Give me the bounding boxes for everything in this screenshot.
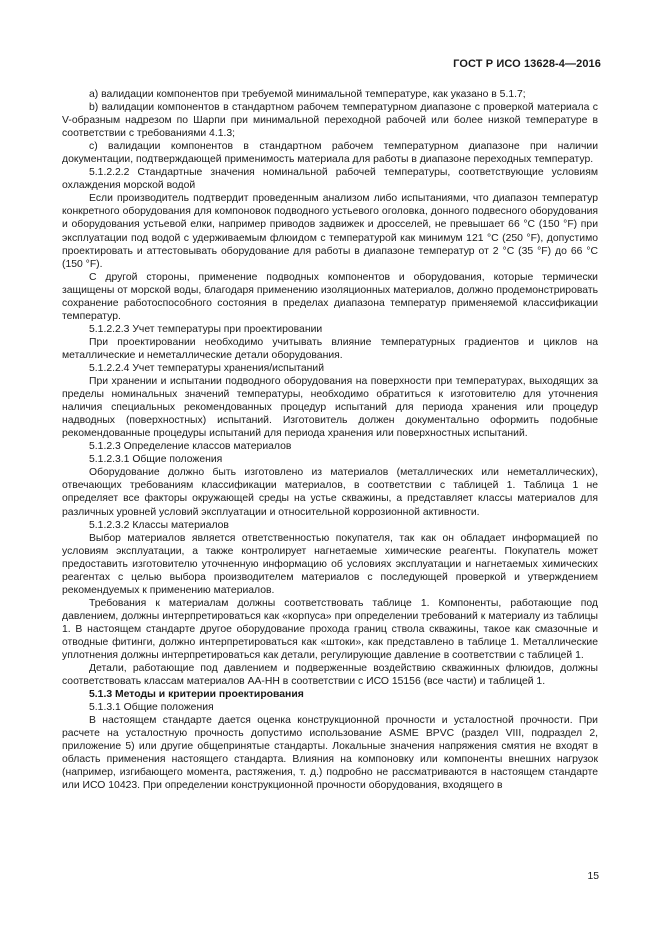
paragraph: При проектировании необходимо учитывать влияние температурных градиентов и циклов на металлические и неметаллические детали оборудования. (62, 336, 598, 361)
section-heading: 5.1.2.3.2 Классы материалов (89, 519, 229, 531)
paragraph: a) валидации компонентов при требуемой минимальной температуре, как указано в 5.1.7; (89, 89, 526, 100)
section-heading: 5.1.2.3.1 Общие положения (89, 454, 223, 466)
document-body (62, 88, 598, 793)
section-heading: 5.1.3.1 Общие положения (89, 702, 214, 714)
paragraph: Требования к материалам должны соответствовать таблице 1. Компоненты, работающие под давлением, должны интерпретироваться как «корпуса» при определении требований к материалу из таблицы 1. В настоящем стандарте другое оборудование прохода границ ствола скважины, такое как смазочные и отводные фитинги, должно интерпретироваться как «штоки», как представлено в таблице 1. Металлические уплотнения должны интерпретироваться как детали, регулирующие давление в соответствии с таблицей 1. (62, 597, 598, 662)
section-heading: 5.1.2.2.4 Учет температуры хранения/испытаний (89, 362, 324, 374)
paragraph: Выбор материалов является ответственностью покупателя, так как он обладает информацией по условиям эксплуатации, а также контролирует нагнетаемые химические реагенты. Покупатель может предоставить изготовителю уточненную информацию об условиях эксплуатации и нагнетаемых химических реагентах с целью выбора производителем материалов с последующей проверкой и утверждением рекомендуемых к применению материалов. (62, 532, 598, 596)
paragraph: При хранении и испытании подводного оборудования на поверхности при температурах, выходящих за пределы номинальных значений температуры, необходимо обратиться к изготовителю для уточнения наличия специальных рекомендованных процедур испытаний для периода хранения или процедур надводных (поверхностных) испытаний. Изготовитель должен документально оформить подобные рекомендованные процедуры испытаний для периода хранения или поверхностных испытаний. (62, 376, 598, 440)
paragraph: В настоящем стандарте дается оценка конструкционной прочности и усталостной прочности. При расчете на усталостную прочность допустимо использование ASME BPVC (раздел VIII, подраздел 2, приложение 5) или другие общепринятые стандарты. Локальные значения напряжения смятия не входят в область применения настоящего стандарта. Влияния на компоновку или компоненты внешних нагрузок (например, изгибающего момента, растяжения, т. д.) подробно не рассматриваются в настоящем стандарте или ИСО 10423. При определении конструкционной прочности оборудования, входящего в (62, 715, 598, 792)
paragraph: С другой стороны, применение подводных компонентов и оборудования, которые термически защищены от морской воды, благодаря применению изоляционных материалов, должно продемонстрировать сохранение работоспособного состояния в пределах диапазона температур применяемой классификации температур. (62, 271, 598, 322)
paragraph: Если производитель подтвердит проведенным анализом либо испытаниями, что диапазон температур конкретного оборудования для компоновок подводного устьевого оголовка, донного подвесного оборудования и оборудования устьевой елки, например приводов задвижек и дросселей, не превышает 66 °C (150 °F) при эксплуатации под водой с удерживаемым флюидом с температурой как минимум 121 °C (250 °F), допустимо проектировать и аттестовывать оборудование для работы в диапазоне температур от 2 °C (35 °F) до 66 °C (150 °F). (62, 193, 598, 270)
page-number: 15 (587, 871, 599, 882)
paragraph: Оборудование должно быть изготовлено из материалов (металлических или неметаллических), отвечающих требованиям классификации материалов, в соответствии с таблицей 1. Таблица 1 не определяет все факторы окружающей среды на устье скважины, а представляет классы материалов для различных уровней условий эксплуатации и относительной коррозионной активности. (62, 467, 598, 518)
section-heading: 5.1.2.2.2 Стандартные значения номинальной рабочей температуры, соответствующие условиям охлаждения морской водой (62, 167, 598, 192)
standard-header: ГОСТ Р ИСО 13628-4—2016 (453, 58, 601, 70)
section-heading: 5.1.2.3 Определение классов материалов (89, 441, 292, 453)
paragraph: c) валидации компонентов в стандартном рабочем температурном диапазоне при наличии документации, подтверждающей применимость материала для работы в диапазоне переходных температур. (62, 141, 598, 166)
section-heading-bold: 5.1.3 Методы и критерии проектирования (89, 689, 304, 701)
section-heading: 5.1.2.2.3 Учет температуры при проектировании (89, 323, 323, 335)
paragraph: Детали, работающие под давлением и подверженные воздействию скважинных флюидов, должны соответствовать классам материалов AA-HH в соответствии с ИСО 15156 (все части) и таблицей 1. (62, 663, 598, 688)
paragraph: b) валидации компонентов в стандартном рабочем температурном диапазоне с проверкой материала с V-образным надрезом по Шарпи при минимальной переходной рабочей или более низкой температуре в соответствии с требованиями 4.1.3; (62, 102, 598, 140)
